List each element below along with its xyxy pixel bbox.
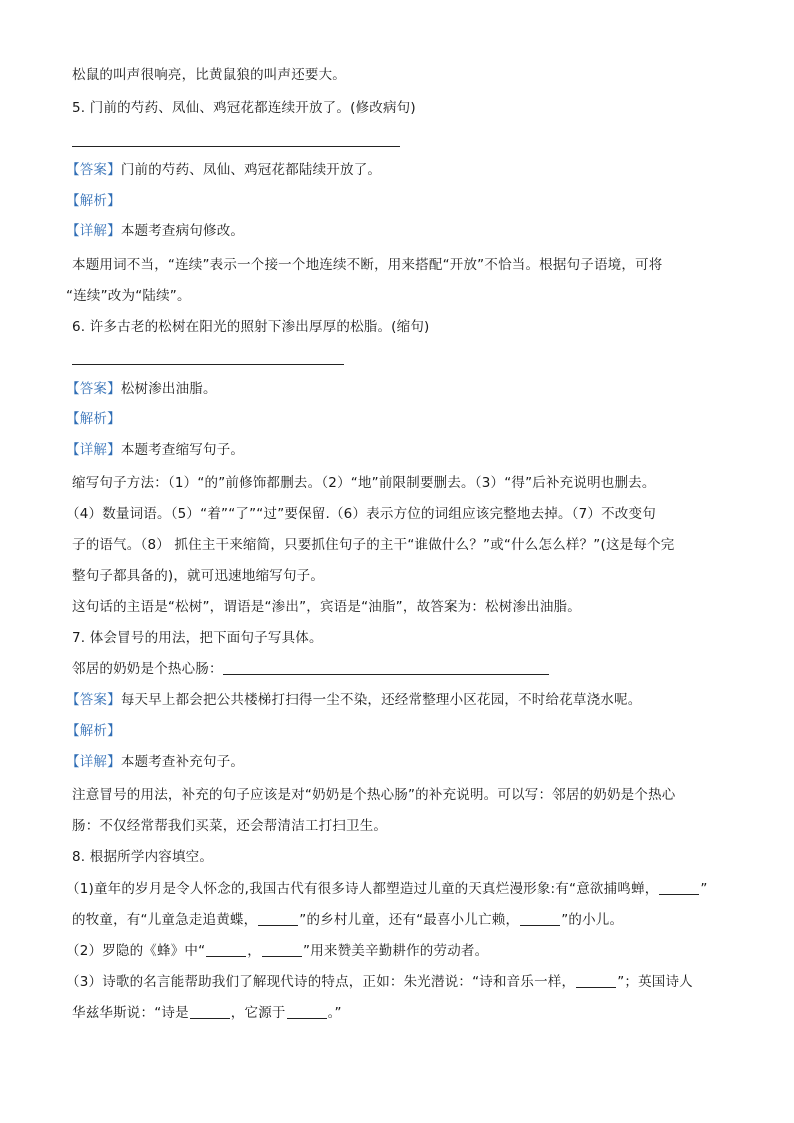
answer-text: 每天早上都会把公共楼梯打扫得一尘不染，还经常整理小区花园，不时给花草浇水呢。 bbox=[120, 692, 642, 708]
detail-6 bbox=[66, 441, 244, 459]
question-8-part-1 bbox=[66, 880, 708, 898]
question-8-part-2 bbox=[66, 942, 488, 960]
answer-tag: 【答案】 bbox=[66, 381, 121, 397]
detail-5 bbox=[66, 222, 244, 240]
fill-text: （3）诗歌的名言能帮助我们了解现代诗的特点，正如：朱光潜说：“诗和音乐一样， bbox=[66, 974, 576, 990]
answer-text: 松树渗出油脂。 bbox=[120, 381, 217, 397]
prompt-text: 邻居的奶奶是个热心肠： bbox=[72, 661, 223, 677]
answer-5 bbox=[66, 161, 381, 179]
answer-7 bbox=[66, 691, 641, 709]
explanation-line: 肠：不仅经常帮我们买菜，还会帮清洁工打扫卫生。 bbox=[72, 818, 388, 834]
fill-text: （2）罗隐的《蜂》中“ bbox=[66, 943, 206, 959]
text-line: 松鼠的叫声很响亮，比黄鼠狼的叫声还要大。 bbox=[72, 67, 346, 83]
fill-text: 华兹华斯说：“诗是 bbox=[72, 1005, 189, 1021]
answer-blank-line bbox=[223, 660, 549, 675]
question-7-prompt bbox=[72, 660, 549, 678]
detail-text: 本题考查病句修改。 bbox=[120, 223, 245, 239]
explanation-line: “连续”改为“陆续”。 bbox=[66, 288, 191, 304]
question-8: 8. 根据所学内容填空。 bbox=[72, 849, 214, 865]
analysis-tag: 【解析】 bbox=[66, 723, 121, 739]
explanation-line: 本题用词不当，“连续”表示一个接一个地连续不断，用来搭配“开放”不恰当。根据句子语境，可将 bbox=[72, 257, 663, 273]
fill-text: ， bbox=[247, 943, 261, 959]
answer-6 bbox=[66, 380, 217, 398]
question-8-part-1-cont bbox=[72, 911, 623, 929]
fill-text: ” bbox=[700, 881, 708, 897]
detail-tag: 【详解】 bbox=[66, 223, 121, 239]
fill-text: 的牧童，有“儿童急走追黄蝶， bbox=[72, 912, 258, 928]
explanation-line: 整句子都具备的)，就可迅速地缩写句子。 bbox=[72, 568, 325, 584]
answer-text: 门前的芍药、凤仙、鸡冠花都陆续开放了。 bbox=[120, 162, 382, 178]
explanation-line: 子的语气。（8） 抓住主干来缩简，只要抓住句子的主干“谁做什么？”或“什么怎么样？”(这是每个完 bbox=[72, 537, 675, 553]
detail-text: 本题考查缩写句子。 bbox=[120, 442, 245, 458]
detail-tag: 【详解】 bbox=[66, 754, 121, 770]
detail-tag: 【详解】 bbox=[66, 442, 121, 458]
fill-blank bbox=[576, 973, 616, 988]
question-5: 5. 门前的芍药、凤仙、鸡冠花都连续开放了。(修改病句) bbox=[72, 100, 416, 116]
fill-blank bbox=[520, 911, 560, 926]
answer-blank-line bbox=[72, 364, 344, 365]
answer-blank-line bbox=[72, 146, 400, 147]
explanation-line: 这句话的主语是“松树”，谓语是“渗出”，宾语是“油脂”，故答案为：松树渗出油脂。 bbox=[72, 599, 581, 615]
fill-text: ”用来赞美辛勤耕作的劳动者。 bbox=[303, 943, 489, 959]
explanation-line: 注意冒号的用法，补充的句子应该是对“奶奶是个热心肠”的补充说明。可以写：邻居的奶奶是个热心 bbox=[72, 787, 676, 803]
detail-7 bbox=[66, 753, 244, 771]
fill-text: （1)童年的岁月是令人怀念的,我国古代有很多诗人都塑造过儿童的天真烂漫形象:有“意欲捕鸣蝉， bbox=[66, 881, 659, 897]
question-6: 6. 许多古老的松树在阳光的照射下渗出厚厚的松脂。(缩句) bbox=[72, 319, 430, 335]
answer-tag: 【答案】 bbox=[66, 692, 121, 708]
fill-blank bbox=[659, 880, 699, 895]
analysis-tag: 【解析】 bbox=[66, 411, 121, 427]
question-8-part-3 bbox=[66, 973, 693, 991]
fill-blank bbox=[190, 1004, 230, 1019]
answer-tag: 【答案】 bbox=[66, 162, 121, 178]
fill-text: ”；英国诗人 bbox=[617, 974, 693, 990]
fill-text: ”的乡村儿童，还有“最喜小儿亡赖， bbox=[299, 912, 520, 928]
fill-blank bbox=[262, 942, 302, 957]
question-7: 7. 体会冒号的用法，把下面句子写具体。 bbox=[72, 630, 323, 646]
fill-blank bbox=[258, 911, 298, 926]
fill-text: ”的小儿。 bbox=[561, 912, 624, 928]
fill-text: ，它源于 bbox=[230, 1005, 286, 1021]
analysis-tag: 【解析】 bbox=[66, 193, 121, 209]
fill-blank bbox=[206, 942, 246, 957]
question-8-part-3-cont bbox=[72, 1004, 342, 1022]
detail-text: 本题考查补充句子。 bbox=[120, 754, 245, 770]
explanation-line: 缩写句子方法：（1）“的”前修饰都删去。（2）“地”前限制要删去。（3）“得”后补充说明也删去。 bbox=[72, 475, 656, 491]
fill-blank bbox=[287, 1004, 327, 1019]
explanation-line: （4）数量词语。（5）“着”“了”“过”要保留.（6）表示方位的词组应该完整地去掉。（7）不改变句 bbox=[66, 506, 656, 522]
fill-text: 。” bbox=[327, 1005, 342, 1021]
